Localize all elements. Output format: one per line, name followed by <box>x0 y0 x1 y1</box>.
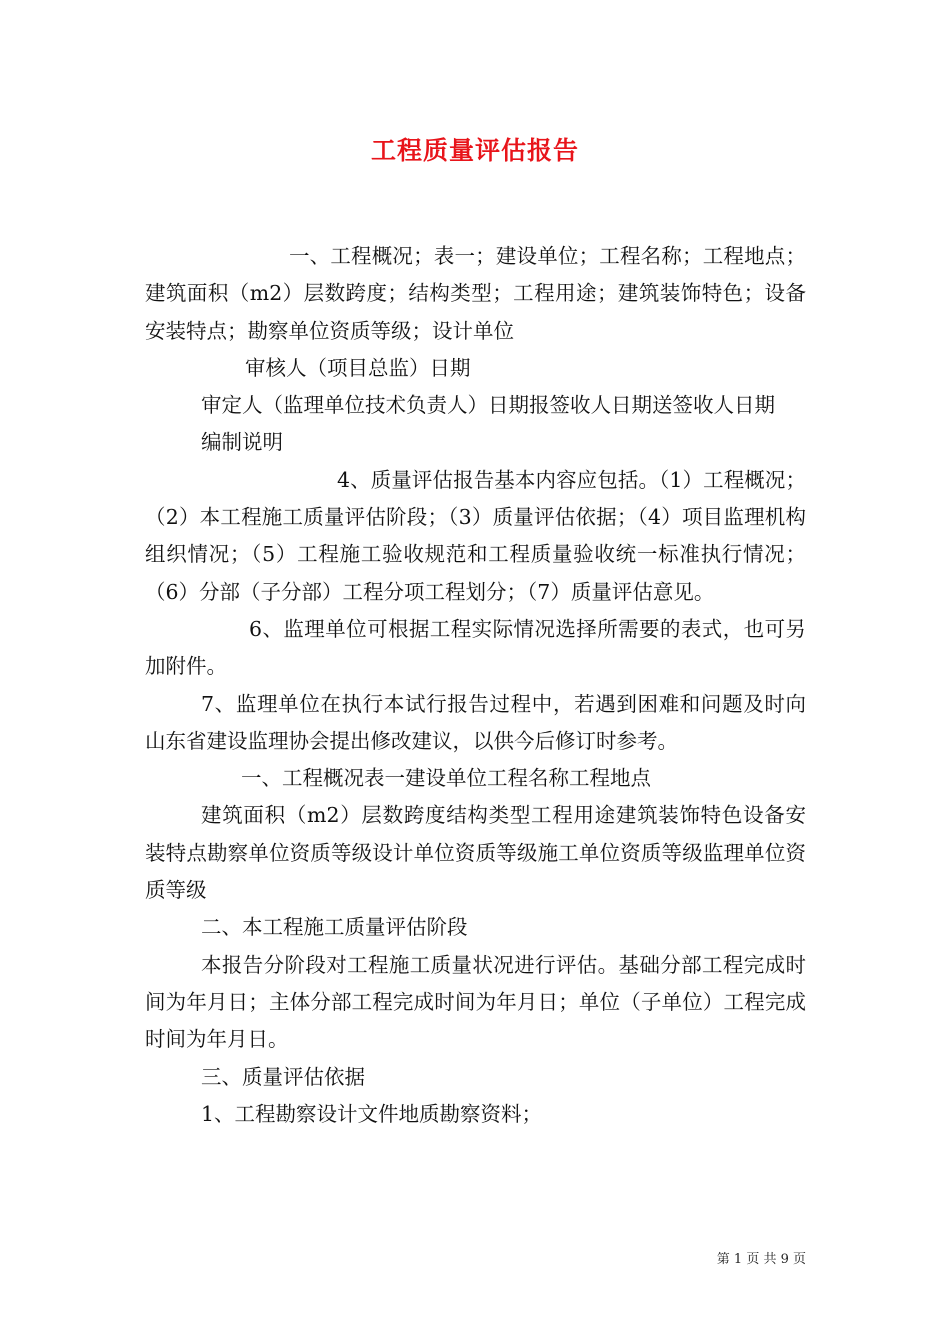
paragraph-project-overview: 一、工程概况；表一；建设单位；工程名称；工程地点；建筑面积（m2）层数跨度；结构类型；工程用途；建筑装饰特色；设备安装特点；勘察单位资质等级；设计单位 <box>145 244 806 343</box>
paragraph-compilation-notes: 编制说明 <box>201 430 283 455</box>
document-body <box>145 238 806 1133</box>
paragraph-reviewer: 审核人（项目总监）日期 <box>245 355 471 380</box>
paragraph-section-3-heading: 三、质量评估依据 <box>201 1064 365 1089</box>
paragraph-approver: 审定人（监理单位技术负责人）日期报签收人日期送签收人日期 <box>201 393 775 418</box>
paragraph-section-2-body: 本报告分阶段对工程施工质量状况进行评估。基础分部工程完成时间为年月日；主体分部工程完成时间为年月日；单位（子单位）工程完成时间为年月日。 <box>145 952 806 1052</box>
paragraph-note-6: 6、监理单位可根据工程实际情况选择所需要的表式，也可另加附件。 <box>145 616 806 679</box>
paragraph-section-2-heading: 二、本工程施工质量评估阶段 <box>201 915 468 940</box>
paragraph-note-7: 7、监理单位在执行本试行报告过程中，若遇到困难和问题及时向山东省建设监理协会提出修改建议，以供今后修订时参考。 <box>145 691 806 753</box>
paragraph-section-1-fields: 建筑面积（m2）层数跨度结构类型工程用途建筑装饰特色设备安装特点勘察单位资质等级设计单位资质等级施工单位资质等级监理单位资质等级 <box>145 803 806 903</box>
paragraph-section-1-heading: 一、工程概况表一建设单位工程名称工程地点 <box>241 766 651 791</box>
document-title: 工程质量评估报告 <box>370 136 579 165</box>
paragraph-note-4: 4、质量评估报告基本内容应包括。（1）工程概况；（2）本工程施工质量评估阶段；（3）质量评估依据；（4）项目监理机构组织情况；（5）工程施工验收规范和工程质量验收统一标准执行情况；（6）分部（子分部）工程分项工程划分；（7）质量评估意见。 <box>145 467 806 604</box>
page-number: 第 1 页 共 9 页 <box>716 1252 806 1267</box>
paragraph-section-3-item-1: 1、工程勘察设计文件地质勘察资料； <box>201 1101 543 1126</box>
